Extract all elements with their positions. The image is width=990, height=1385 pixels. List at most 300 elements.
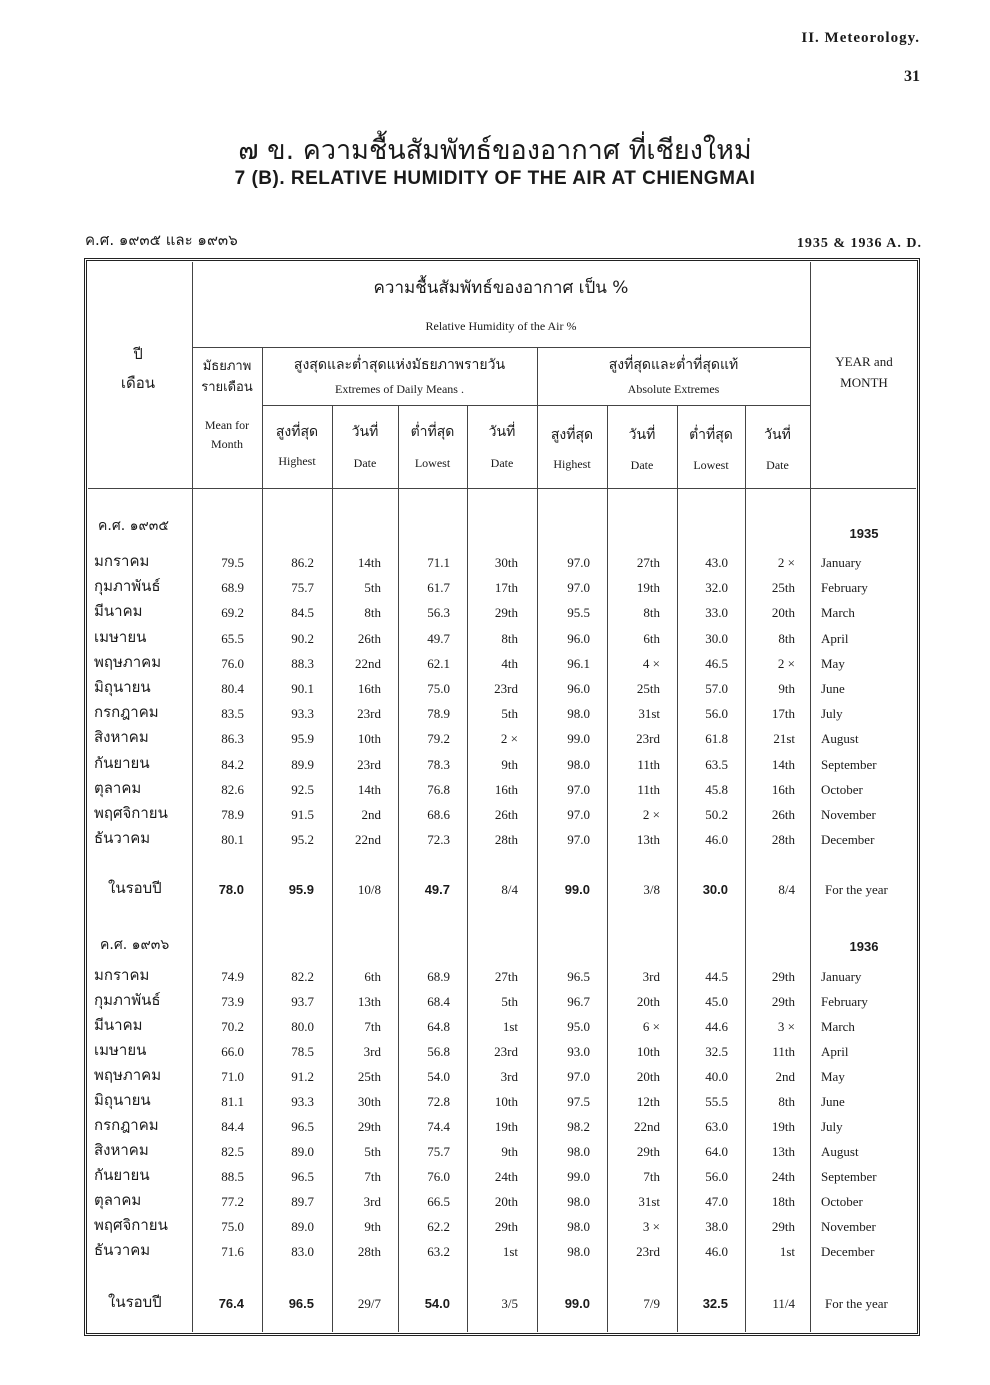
cell-dld: 23rd [494, 681, 518, 696]
cell-ald: 29th [771, 1219, 795, 1234]
cell-ahd: 8th [643, 605, 660, 620]
dh-header-thai: สูงที่สุด [275, 424, 319, 440]
cell-al: 46.0 [705, 832, 728, 847]
cell-dld: 3/5 [501, 1296, 518, 1311]
month-english: June [821, 1094, 845, 1109]
cell-ald: 2 × [777, 555, 795, 570]
absolute-extremes-thai: สูงที่สุดและต่ำที่สุดแท้ [608, 357, 739, 373]
cell-al: 47.0 [705, 1194, 728, 1209]
cell-ah: 96.0 [567, 681, 590, 696]
cell-mean: 65.5 [221, 631, 244, 646]
month-english: For the year [825, 1296, 888, 1311]
cell-ahd: 19th [636, 580, 660, 595]
cell-dhd: 22nd [355, 656, 381, 671]
cell-dhd: 7th [364, 1169, 381, 1184]
cell-dhd: 23rd [357, 706, 381, 721]
page-number: 31 [904, 68, 920, 85]
month-thai: มีนาคม [94, 602, 143, 620]
month-thai: พฤษภาคม [94, 1066, 162, 1084]
cell-dld: 17th [494, 580, 518, 595]
cell-dh: 84.5 [291, 605, 314, 620]
cell-mean: 75.0 [221, 1219, 244, 1234]
month-english: For the year [825, 882, 888, 897]
cell-dhd: 10th [357, 731, 381, 746]
ahd-header-english: Date [630, 458, 654, 472]
cell-dld: 1st [502, 1244, 518, 1259]
month-thai: กันยายน [94, 754, 150, 772]
cell-mean: 74.9 [221, 969, 244, 984]
cell-ahd: 2 × [642, 807, 660, 822]
years-english: 1935 & 1936 A. D. [796, 236, 922, 251]
month-english: April [821, 1044, 849, 1059]
cell-dh: 88.3 [291, 656, 314, 671]
cell-dl: 68.4 [427, 994, 450, 1009]
cell-ah: 97.0 [567, 782, 590, 797]
cell-dl: 75.0 [427, 681, 450, 696]
cell-dhd: 23rd [357, 757, 381, 772]
header-rule-2 [262, 405, 810, 406]
cell-mean: 79.5 [221, 555, 244, 570]
cell-dl: 64.8 [427, 1019, 450, 1034]
cell-dhd: 16th [357, 681, 381, 696]
cell-ah: 98.0 [567, 706, 590, 721]
cell-ahd: 29th [636, 1144, 660, 1159]
month-thai: ธันวาคม [94, 1241, 151, 1259]
cell-ah: 97.5 [567, 1094, 590, 1109]
month-english: January [821, 555, 862, 570]
cell-al: 64.0 [705, 1144, 728, 1159]
cell-mean: 69.2 [221, 605, 244, 620]
cell-al: 55.5 [705, 1094, 728, 1109]
cell-dld: 9th [501, 757, 518, 772]
cell-ah: 98.0 [567, 1244, 590, 1259]
cell-dh: 89.0 [291, 1219, 314, 1234]
month-thai: มิถุนายน [94, 1091, 151, 1109]
month-thai: ในรอบปี [108, 1293, 162, 1311]
cell-dld: 27th [494, 969, 518, 984]
cell-ahd: 11th [637, 757, 660, 772]
cell-dh: 90.2 [291, 631, 314, 646]
cell-ah: 96.1 [567, 656, 590, 671]
cell-ah: 97.0 [567, 807, 590, 822]
cell-mean: 80.4 [221, 681, 244, 696]
title-thai: ๗ ข. ความชื้นสัมพัทธ์ของอากาศ ที่เชียงใหม่ [238, 135, 752, 166]
cell-al: 61.8 [705, 731, 728, 746]
cell-dld: 20th [494, 1194, 518, 1209]
cell-dh: 90.1 [291, 681, 314, 696]
year-month-header: YEAR and MONTH [835, 354, 893, 390]
cell-al: 46.0 [705, 1244, 728, 1259]
cell-dl: 54.0 [424, 1296, 450, 1311]
cell-dl: 62.2 [427, 1219, 450, 1234]
group-header-english: Relative Humidity of the Air % [425, 319, 577, 333]
cell-dhd: 5th [364, 580, 381, 595]
cell-ald: 18th [771, 1194, 795, 1209]
month-thai: พฤษภาคม [94, 653, 162, 671]
cell-dhd: 13th [357, 994, 381, 1009]
cell-mean: 82.6 [221, 782, 244, 797]
cell-ald: 2 × [777, 656, 795, 671]
cell-mean: 80.1 [221, 832, 244, 847]
cell-dhd: 5th [364, 1144, 381, 1159]
cell-dl: 78.9 [427, 706, 450, 721]
cell-al: 45.8 [705, 782, 728, 797]
month-thai: เมษายน [94, 1041, 147, 1059]
cell-ahd: 20th [636, 1069, 660, 1084]
cell-ald: 24th [771, 1169, 795, 1184]
cell-dld: 1st [502, 1019, 518, 1034]
header-rule-1 [192, 347, 810, 348]
cell-dhd: 29th [357, 1119, 381, 1134]
month-thai: ตุลาคม [94, 779, 142, 797]
dhd-header-english: Date [353, 456, 377, 470]
cell-dl: 66.5 [427, 1194, 450, 1209]
cell-dld: 3rd [500, 1069, 518, 1084]
month-thai: ธันวาคม [94, 829, 151, 847]
cell-dh: 75.7 [291, 580, 314, 595]
cell-dhd: 9th [364, 1219, 381, 1234]
cell-dhd: 28th [357, 1244, 381, 1259]
month-thai: กันยายน [94, 1166, 150, 1184]
month-english: February [821, 580, 868, 595]
cell-ald: 14th [771, 757, 795, 772]
cell-dld: 10th [494, 1094, 518, 1109]
cell-al: 56.0 [705, 1169, 728, 1184]
cell-dhd: 2nd [361, 807, 381, 822]
cell-al: 63.0 [705, 1119, 728, 1134]
cell-mean: 86.3 [221, 731, 244, 746]
cell-dhd: 14th [357, 555, 381, 570]
month-english: November [821, 807, 876, 822]
daily-extremes-english: Extremes of Daily Means . [335, 382, 464, 396]
cell-ah: 99.0 [564, 882, 590, 897]
cell-al: 30.0 [702, 882, 728, 897]
cell-dhd: 7th [364, 1019, 381, 1034]
cell-dl: 68.6 [427, 807, 450, 822]
cell-mean: 70.2 [221, 1019, 244, 1034]
cell-dh: 93.7 [291, 994, 314, 1009]
month-header-thai: ปี เดือน [120, 345, 156, 392]
cell-mean: 73.9 [221, 994, 244, 1009]
month-english: December [821, 1244, 875, 1259]
cell-mean: 71.0 [221, 1069, 244, 1084]
cell-ah: 98.2 [567, 1119, 590, 1134]
cell-ah: 96.5 [567, 969, 590, 984]
cell-dh: 95.9 [288, 882, 314, 897]
cell-ah: 99.0 [567, 1169, 590, 1184]
section-year-thai-1935: ค.ศ. ๑๙๓๕ [98, 518, 169, 534]
cell-dh: 89.7 [291, 1194, 314, 1209]
al-header-thai: ต่ำที่สุด [689, 427, 733, 443]
table-row [0, 1166, 990, 1195]
table-row [0, 991, 990, 1020]
month-english: March [821, 1019, 855, 1034]
cell-mean: 66.0 [221, 1044, 244, 1059]
cell-ald: 29th [771, 994, 795, 1009]
month-english: June [821, 681, 845, 696]
cell-dh: 89.9 [291, 757, 314, 772]
cell-dl: 75.7 [427, 1144, 450, 1159]
month-thai: สิงหาคม [94, 728, 149, 746]
cell-ah: 99.0 [567, 731, 590, 746]
cell-ah: 98.0 [567, 1194, 590, 1209]
cell-ahd: 13th [636, 832, 660, 847]
cell-dld: 16th [494, 782, 518, 797]
cell-dh: 95.2 [291, 832, 314, 847]
cell-ald: 26th [771, 807, 795, 822]
cell-ahd: 20th [636, 994, 660, 1009]
cell-dld: 8/4 [501, 882, 518, 897]
month-english: October [821, 1194, 863, 1209]
cell-dhd: 6th [364, 969, 381, 984]
ah-header-english: Highest [553, 457, 591, 471]
cell-dld: 5th [501, 706, 518, 721]
title-english: 7 (B). RELATIVE HUMIDITY OF THE AIR AT CHIENGMAI [234, 168, 756, 189]
cell-dl: 49.7 [424, 882, 450, 897]
cell-mean: 88.5 [221, 1169, 244, 1184]
dld-header-english: Date [490, 456, 514, 470]
cell-dh: 93.3 [291, 706, 314, 721]
total-row [0, 879, 990, 908]
cell-dld: 8th [501, 631, 518, 646]
cell-dl: 49.7 [427, 631, 450, 646]
month-english: December [821, 832, 875, 847]
cell-dl: 74.4 [427, 1119, 450, 1134]
cell-dh: 95.9 [291, 731, 314, 746]
mean-header-thai: มัธยภาพ รายเดือน [201, 359, 253, 395]
cell-dld: 2 × [500, 731, 518, 746]
cell-ah: 95.5 [567, 605, 590, 620]
cell-al: 40.0 [705, 1069, 728, 1084]
month-thai: มิถุนายน [94, 678, 151, 696]
section-year-english-1935: 1935 [849, 526, 879, 541]
cell-dl: 76.0 [427, 1169, 450, 1184]
cell-al: 30.0 [705, 631, 728, 646]
cell-dl: 56.8 [427, 1044, 450, 1059]
cell-ald: 8th [778, 631, 795, 646]
cell-al: 56.0 [705, 706, 728, 721]
cell-dld: 23rd [494, 1044, 518, 1059]
cell-ah: 97.0 [567, 832, 590, 847]
cell-ald: 17th [771, 706, 795, 721]
cell-al: 50.2 [705, 807, 728, 822]
cell-dl: 54.0 [427, 1069, 450, 1084]
cell-dh: 93.3 [291, 1094, 314, 1109]
ald-header-english: Date [766, 458, 789, 472]
month-english: September [821, 1169, 877, 1184]
cell-mean: 82.5 [221, 1144, 244, 1159]
month-english: May [821, 656, 845, 671]
table-row [0, 1241, 990, 1270]
cell-mean: 76.0 [221, 656, 244, 671]
cell-mean: 84.2 [221, 757, 244, 772]
month-english: May [821, 1069, 845, 1084]
cell-dl: 61.7 [427, 580, 450, 595]
cell-ah: 95.0 [567, 1019, 590, 1034]
dl-header-thai: ต่ำที่สุด [410, 424, 455, 440]
cell-ahd: 3rd [642, 969, 660, 984]
cell-al: 43.0 [705, 555, 728, 570]
cell-al: 33.0 [705, 605, 728, 620]
cell-ahd: 6 × [642, 1019, 660, 1034]
cell-dhd: 14th [357, 782, 381, 797]
month-english: January [821, 969, 862, 984]
cell-dh: 83.0 [291, 1244, 314, 1259]
cell-dld: 4th [501, 656, 518, 671]
cell-mean: 78.0 [218, 882, 244, 897]
cell-ahd: 10th [636, 1044, 660, 1059]
cell-ah: 98.0 [567, 1219, 590, 1234]
cell-dh: 82.2 [291, 969, 314, 984]
cell-dl: 71.1 [427, 555, 450, 570]
cell-ah: 97.0 [567, 555, 590, 570]
cell-dld: 26th [494, 807, 518, 822]
cell-dhd: 30th [357, 1094, 381, 1109]
cell-dl: 68.9 [427, 969, 450, 984]
cell-ahd: 27th [636, 555, 660, 570]
cell-ahd: 4 × [642, 656, 660, 671]
cell-mean: 77.2 [221, 1194, 244, 1209]
cell-dhd: 22nd [355, 832, 381, 847]
month-english: August [821, 731, 859, 746]
cell-dl: 63.2 [427, 1244, 450, 1259]
cell-dld: 29th [494, 605, 518, 620]
cell-ald: 16th [771, 782, 795, 797]
total-row [0, 1293, 990, 1322]
month-thai: กรกฎาคม [94, 703, 159, 721]
cell-ald: 3 × [777, 1019, 795, 1034]
cell-dhd: 8th [364, 605, 381, 620]
cell-ah: 97.0 [567, 1069, 590, 1084]
table-row [0, 577, 990, 606]
cell-mean: 83.5 [221, 706, 244, 721]
cell-ald: 19th [771, 1119, 795, 1134]
cell-mean: 71.6 [221, 1244, 244, 1259]
ah-header-thai: สูงที่สุด [550, 427, 594, 443]
cell-dh: 78.5 [291, 1044, 314, 1059]
cell-dl: 62.1 [427, 656, 450, 671]
cell-dl: 72.8 [427, 1094, 450, 1109]
cell-ald: 11/4 [772, 1296, 795, 1311]
cell-dld: 19th [494, 1119, 518, 1134]
cell-ahd: 7th [643, 1169, 660, 1184]
cell-ah: 99.0 [564, 1296, 590, 1311]
table-row [0, 602, 990, 631]
absolute-extremes-english: Absolute Extremes [627, 382, 720, 396]
cell-ald: 11th [772, 1044, 795, 1059]
month-english: August [821, 1144, 859, 1159]
cell-ahd: 23rd [636, 1244, 660, 1259]
month-thai: ในรอบปี [108, 879, 162, 897]
cell-ald: 8/4 [778, 882, 795, 897]
cell-ahd: 6th [643, 631, 660, 646]
cell-dl: 56.3 [427, 605, 450, 620]
cell-dld: 24th [494, 1169, 518, 1184]
cell-dh: 91.5 [291, 807, 314, 822]
cell-dh: 86.2 [291, 555, 314, 570]
cell-mean: 76.4 [218, 1296, 244, 1311]
cell-ald: 25th [771, 580, 795, 595]
cell-ald: 8th [778, 1094, 795, 1109]
cell-dld: 5th [501, 994, 518, 1009]
cell-ald: 28th [771, 832, 795, 847]
group-header-thai: ความชื้นสัมพัทธ์ของอากาศ เป็น % [373, 278, 629, 298]
cell-dh: 96.5 [291, 1119, 314, 1134]
cell-ahd: 23rd [636, 731, 660, 746]
dld-header-thai: วันที่ [488, 424, 516, 440]
month-thai: กุมภาพันธ์ [94, 577, 161, 595]
cell-ald: 21st [773, 731, 795, 746]
cell-dld: 9th [501, 1144, 518, 1159]
cell-al: 44.6 [705, 1019, 728, 1034]
cell-dhd: 25th [357, 1069, 381, 1084]
cell-al: 44.5 [705, 969, 728, 984]
month-thai: ตุลาคม [94, 1191, 142, 1209]
cell-ahd: 3 × [642, 1219, 660, 1234]
month-thai: เมษายน [94, 628, 147, 646]
cell-dhd: 26th [357, 631, 381, 646]
cell-dhd: 3rd [363, 1044, 381, 1059]
month-english: September [821, 757, 877, 772]
cell-dh: 92.5 [291, 782, 314, 797]
dh-header-english: Highest [278, 454, 316, 468]
month-thai: พฤศจิกายน [94, 804, 168, 822]
cell-dld: 28th [494, 832, 518, 847]
cell-al: 32.5 [702, 1296, 728, 1311]
cell-ald: 29th [771, 969, 795, 984]
month-thai: พฤศจิกายน [94, 1216, 168, 1234]
cell-ahd: 31st [638, 706, 660, 721]
header-rule-3 [88, 488, 916, 489]
cell-ahd: 3/8 [643, 882, 660, 897]
cell-ahd: 12th [636, 1094, 660, 1109]
cell-ah: 96.0 [567, 631, 590, 646]
cell-dh: 96.5 [291, 1169, 314, 1184]
cell-dhd: 29/7 [357, 1296, 381, 1311]
cell-mean: 81.1 [221, 1094, 244, 1109]
table-row [0, 829, 990, 858]
cell-al: 32.0 [705, 580, 728, 595]
cell-ald: 9th [778, 681, 795, 696]
cell-al: 46.5 [705, 656, 728, 671]
cell-mean: 84.4 [221, 1119, 244, 1134]
table-row [0, 1016, 990, 1045]
cell-al: 32.5 [705, 1044, 728, 1059]
dhd-header-thai: วันที่ [351, 424, 379, 440]
daily-extremes-thai: สูงสุดและต่ำสุดแห่งมัธยภาพรายวัน [293, 357, 506, 373]
cell-dh: 96.5 [288, 1296, 314, 1311]
cell-al: 45.0 [705, 994, 728, 1009]
month-thai: มีนาคม [94, 1016, 143, 1034]
cell-ahd: 25th [636, 681, 660, 696]
section-header: II. Meteorology. [801, 30, 920, 46]
cell-dh: 80.0 [291, 1019, 314, 1034]
month-english: February [821, 994, 868, 1009]
cell-ald: 20th [771, 605, 795, 620]
cell-dhd: 10/8 [357, 882, 381, 897]
cell-dl: 79.2 [427, 731, 450, 746]
cell-ahd: 31st [638, 1194, 660, 1209]
month-english: July [821, 706, 843, 721]
cell-ahd: 7/9 [643, 1296, 660, 1311]
ahd-header-thai: วันที่ [628, 427, 656, 443]
cell-dh: 89.0 [291, 1144, 314, 1159]
cell-ah: 96.7 [567, 994, 590, 1009]
dl-header-english: Lowest [414, 456, 451, 470]
years-thai: ค.ศ. ๑๙๓๕ และ ๑๙๓๖ [85, 231, 238, 249]
cell-ald: 2nd [775, 1069, 795, 1084]
cell-dhd: 3rd [363, 1194, 381, 1209]
